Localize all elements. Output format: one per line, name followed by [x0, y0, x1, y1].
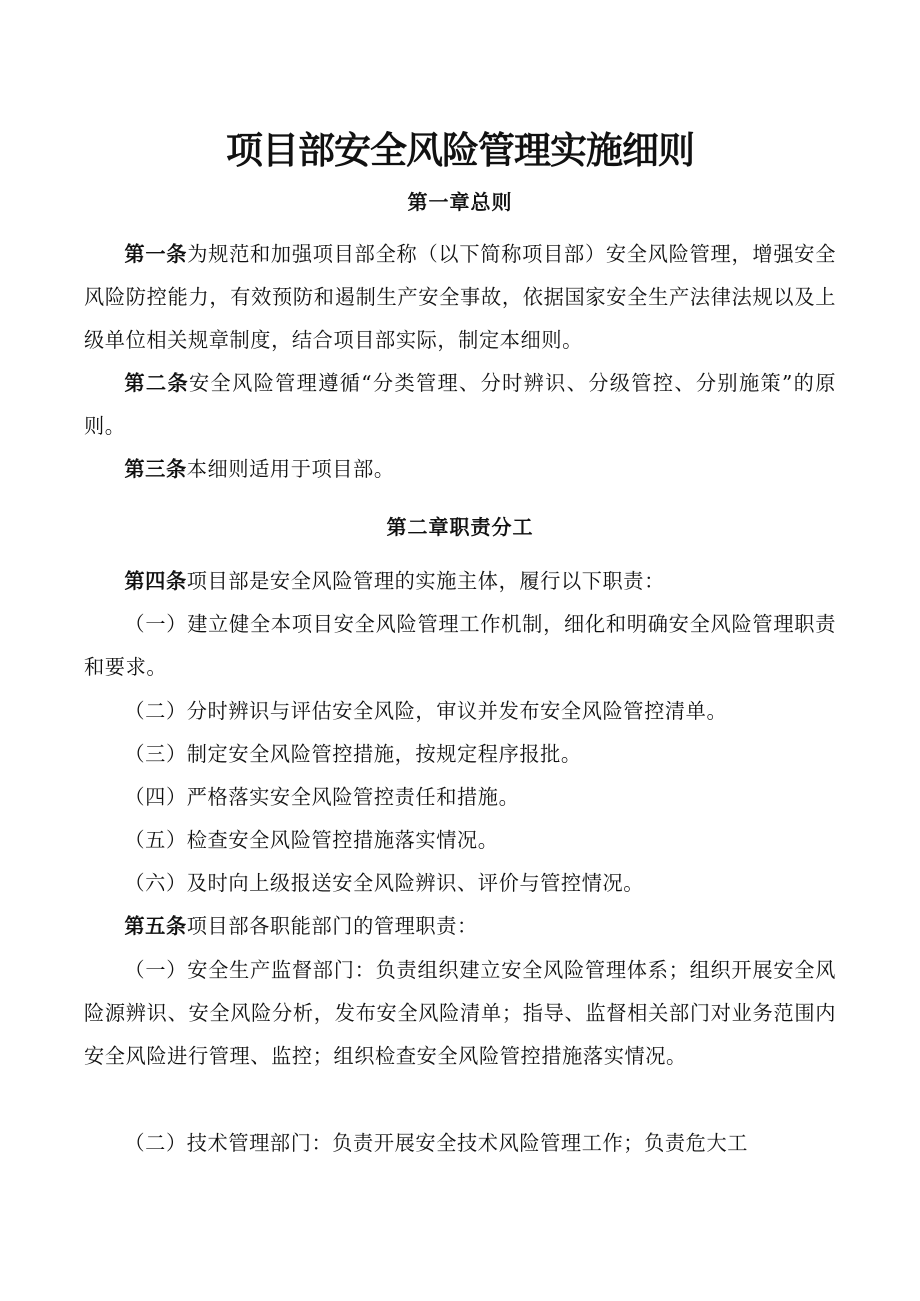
article-label: 第五条: [124, 914, 187, 938]
article-label: 第四条: [124, 569, 187, 593]
article-text: 为规范和加强项目部全称（以下简称项目部）安全风险管理，增强安全风险防控能力，有效预防和遏制生产安全事故，依据国家安全生产法律法规以及上级单位相关规章制度，结合项目部实际，制定本细则。: [84, 242, 836, 353]
list-item: （四）严格落实安全风险管控责任和措施。: [124, 785, 520, 809]
article-1: [84, 233, 836, 363]
list-item: （二）技术管理部门：负责开展安全技术风险管理工作；负责危大工: [124, 1131, 749, 1155]
list-item: （五）检查安全风险管控措施落实情况。: [124, 828, 499, 852]
chapter-heading-2: 第二章职责分工: [386, 515, 534, 539]
article-text: 项目部是安全风险管理的实施主体，履行以下职责：: [186, 569, 665, 593]
article-2: [84, 362, 836, 448]
article-label: 第二条: [124, 371, 189, 395]
article-text: 项目部各职能部门的管理职责：: [186, 914, 478, 938]
article-4: [84, 560, 836, 603]
document-title: 项目部安全风险管理实施细则: [226, 129, 694, 172]
article-label: 第三条: [124, 457, 187, 481]
article-text: 安全风险管理遵循“分类管理、分时辨识、分级管控、分别施策”的原则。: [84, 371, 836, 439]
list-item: （六）及时向上级报送安全风险辨识、评价与管控情况。: [124, 871, 645, 895]
article-label: 第一条: [124, 242, 188, 266]
list-item: （一）安全生产监督部门：负责组织建立安全风险管理体系；组织开展安全风险源辨识、安全风险分析，发布安全风险清单；指导、监督相关部门对业务范围内安全风险进行管理、监控；组织检查安全风险管控措施落实情况。: [84, 958, 836, 1069]
list-item: （一）建立健全本项目安全风险管理工作机制，细化和明确安全风险管理职责和要求。: [84, 612, 836, 680]
article-3: [84, 448, 836, 491]
article-5: [84, 905, 836, 948]
chapter-heading-1: 第一章总则: [407, 190, 513, 214]
list-item: （三）制定安全风险管控措施，按规定程序报批。: [124, 742, 582, 766]
article-text: 本细则适用于项目部。: [186, 457, 395, 481]
list-item: （二）分时辨识与评估安全风险，审议并发布安全风险管控清单。: [124, 699, 728, 723]
